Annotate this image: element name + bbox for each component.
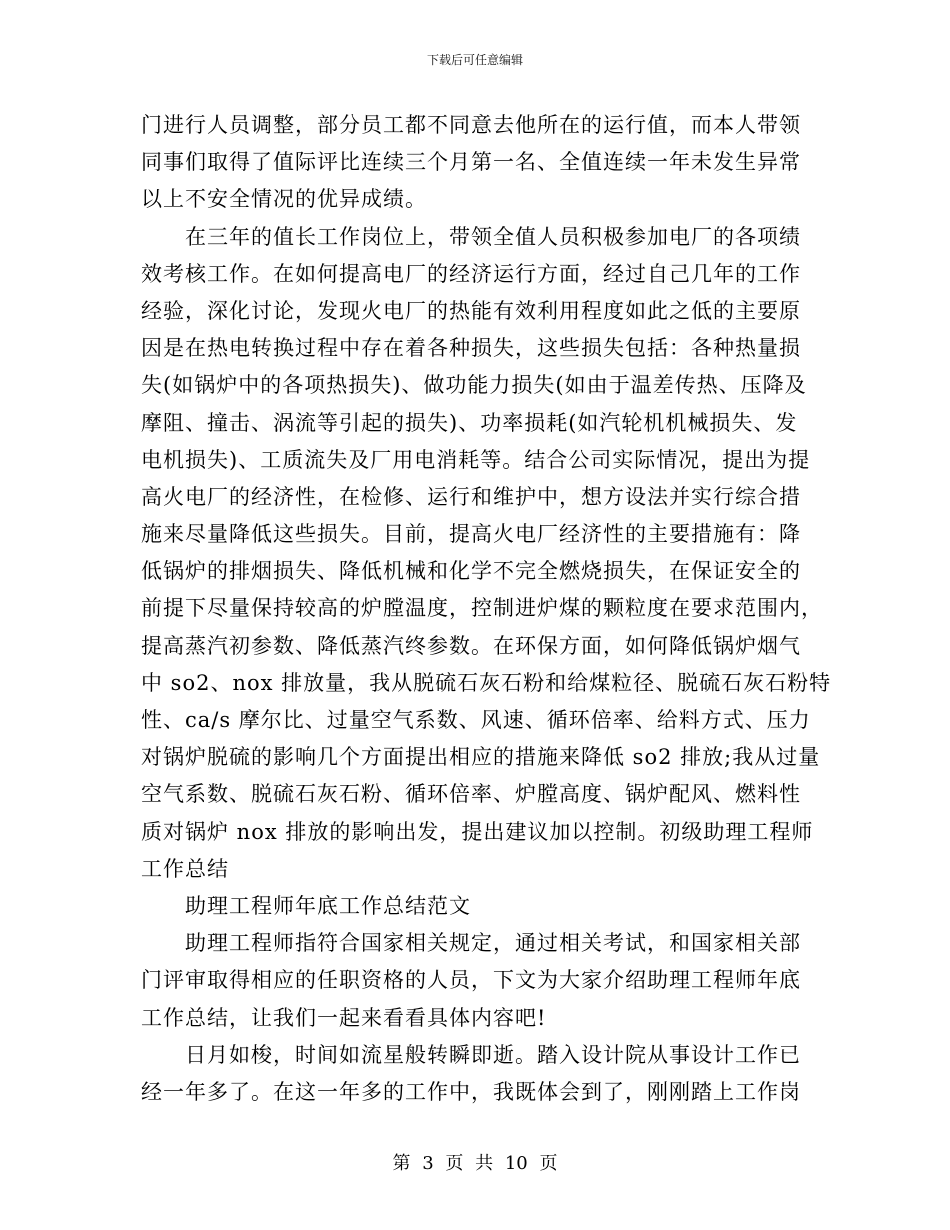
text-line: 高火电厂的经济性，在检修、运行和维护中，想方设法并实行综合措 [141,484,801,509]
text-line: 施来尽量降低这些损失。目前，提高火电厂经济性的主要措施有：降 [141,522,801,547]
text-line: 电机损失)、工质流失及厂用电消耗等。结合公司实际情况，提出为提 [141,447,811,472]
text-line: 因是在热电转换过程中存在着各种损失，这些损失包括：各种热量损 [141,336,801,361]
text-line: 门进行人员调整，部分员工都不同意去他所在的运行值，而本人带领 [141,113,801,137]
text-line: 提高蒸汽初参数、降低蒸汽终参数。在环保方面，如何降低锅炉烟气 [141,633,801,658]
section-heading: 助理工程师年底工作总结范文 [141,893,471,918]
document-body [141,107,832,1111]
text-line: 性、ca/s 摩尔比、过量空气系数、风速、循环倍率、给料方式、压力 [141,708,811,732]
text-line: 工作总结 [141,856,229,881]
text-line: 空气系数、脱硫石灰石粉、循环倍率、炉膛高度、锅炉配风、燃料性 [141,782,801,807]
text-line: 门评审取得相应的任职资格的人员，下文为大家介绍助理工程师年底 [141,968,801,993]
text-line: 经一年多了。在这一年多的工作中，我既体会到了，刚刚踏上工作岗 [141,1079,801,1104]
text-line: 日月如梭，时间如流星般转瞬即逝。踏入设计院从事设计工作已 [141,1042,801,1067]
text-line: 质对锅炉 nox 排放的影响出发，提出建议加以控制。初级助理工程师 [141,819,814,844]
text-line: 前提下尽量保持较高的炉膛温度，控制进炉煤的颗粒度在要求范围内， [141,596,823,621]
text-line: 摩阻、撞击、涡流等引起的损失)、功率损耗(如汽轮机机械损失、发 [141,410,798,435]
text-line: 中 so2、nox 排放量，我从脱硫石灰石粉和给煤粒径、脱硫石灰石粉特 [141,670,832,695]
text-line: 在三年的值长工作岗位上，带领全值人员积极参加电厂的各项绩 [141,224,801,249]
page-header: 下载后可任意编辑 [426,53,523,67]
text-line: 工作总结，让我们一起来看看具体内容吧! [141,1005,547,1030]
text-line: 效考核工作。在如何提高电厂的经济运行方面，经过自己几年的工作 [141,261,801,286]
text-line: 以上不安全情况的优异成绩。 [141,187,427,212]
text-line: 助理工程师指符合国家相关规定，通过相关考试，和国家相关部 [141,931,801,956]
text-line: 经验，深化讨论，发现火电厂的热能有效利用程度如此之低的主要原 [141,298,801,323]
text-line: 同事们取得了值际评比连续三个月第一名、全值连续一年未发生异常 [141,150,801,175]
text-line: 失(如锅炉中的各项热损失)、做功能力损失(如由于温差传热、压降及 [141,373,807,398]
text-line: 对锅炉脱硫的影响几个方面提出相应的措施来降低 so2 排放;我从过量 [141,745,821,770]
text-line: 低锅炉的排烟损失、降低机械和化学不完全燃烧损失，在保证安全的 [141,559,801,584]
page-number-footer: 第 3 页 共 10 页 [392,1153,558,1174]
